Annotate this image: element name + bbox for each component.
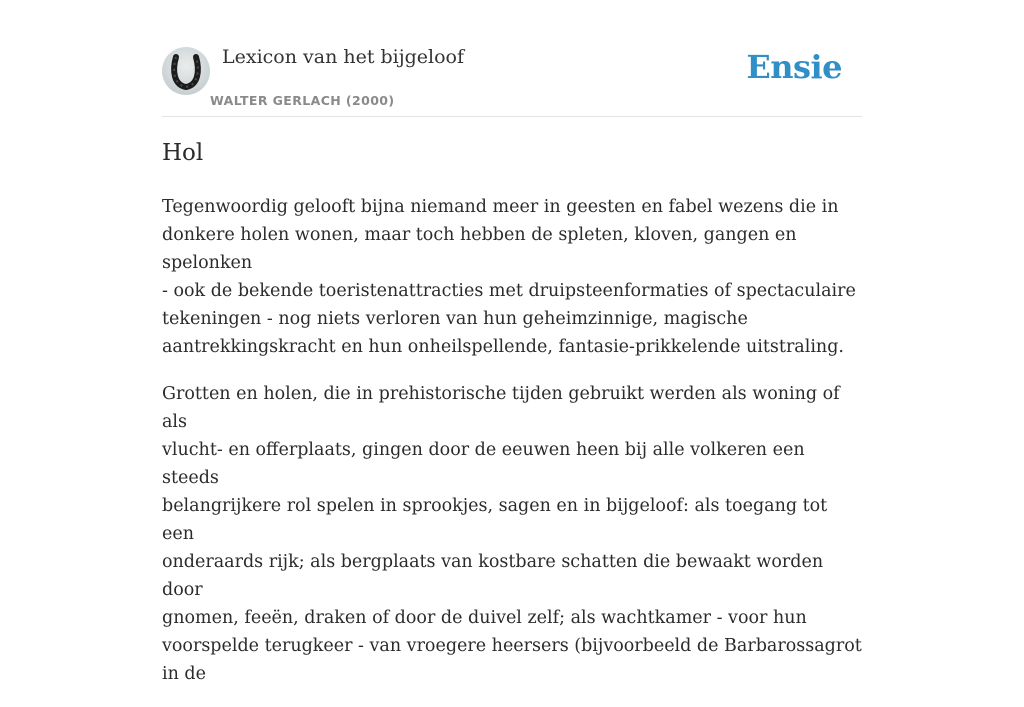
paragraph-2 bbox=[162, 380, 862, 688]
book-author[interactable]: WALTER GERLACH (2000) bbox=[210, 93, 395, 108]
book-title[interactable]: Lexicon van het bijgeloof bbox=[222, 46, 465, 68]
entry-content bbox=[162, 193, 862, 707]
horseshoe-icon bbox=[162, 47, 210, 95]
text-line: gnomen, feeën, draken of door de duivel zelf; als wachtkamer - voor hun bbox=[162, 608, 807, 628]
site-header bbox=[162, 46, 862, 117]
text-line: Grotten en holen, die in prehistorische tijden gebruikt werden als woning of als bbox=[162, 384, 840, 432]
text-line: voorspelde terugkeer - van vroegere heersers (bijvoorbeeld de Barbarossagrot in de bbox=[162, 636, 862, 684]
text-line: belangrijkere rol spelen in sprookjes, sagen en in bijgeloof: als toegang tot een bbox=[162, 496, 828, 544]
ensie-logo[interactable]: Ensie bbox=[746, 48, 842, 86]
text-line: - ook de bekende toeristenattracties met druipsteenformaties of spectaculaire bbox=[162, 281, 856, 301]
text-line: Tegenwoordig gelooft bijna niemand meer in geesten en fabel wezens die in bbox=[162, 197, 839, 217]
text-line: donkere holen wonen, maar toch hebben de spleten, kloven, gangen en spelonken bbox=[162, 225, 797, 273]
text-line: onderaards rijk; als bergplaats van kostbare schatten die bewaakt worden door bbox=[162, 552, 824, 600]
paragraph-1 bbox=[162, 193, 862, 361]
text-line: vlucht- en offerplaats, gingen door de eeuwen heen bij alle volkeren een steeds bbox=[162, 440, 805, 488]
text-line: aantrekkingskracht en hun onheilspellende, fantasie-prikkelende uitstraling. bbox=[162, 337, 844, 357]
book-avatar[interactable] bbox=[162, 47, 210, 95]
entry-title: Hol bbox=[162, 140, 204, 166]
text-line: tekeningen - nog niets verloren van hun geheimzinnige, magische bbox=[162, 309, 748, 329]
